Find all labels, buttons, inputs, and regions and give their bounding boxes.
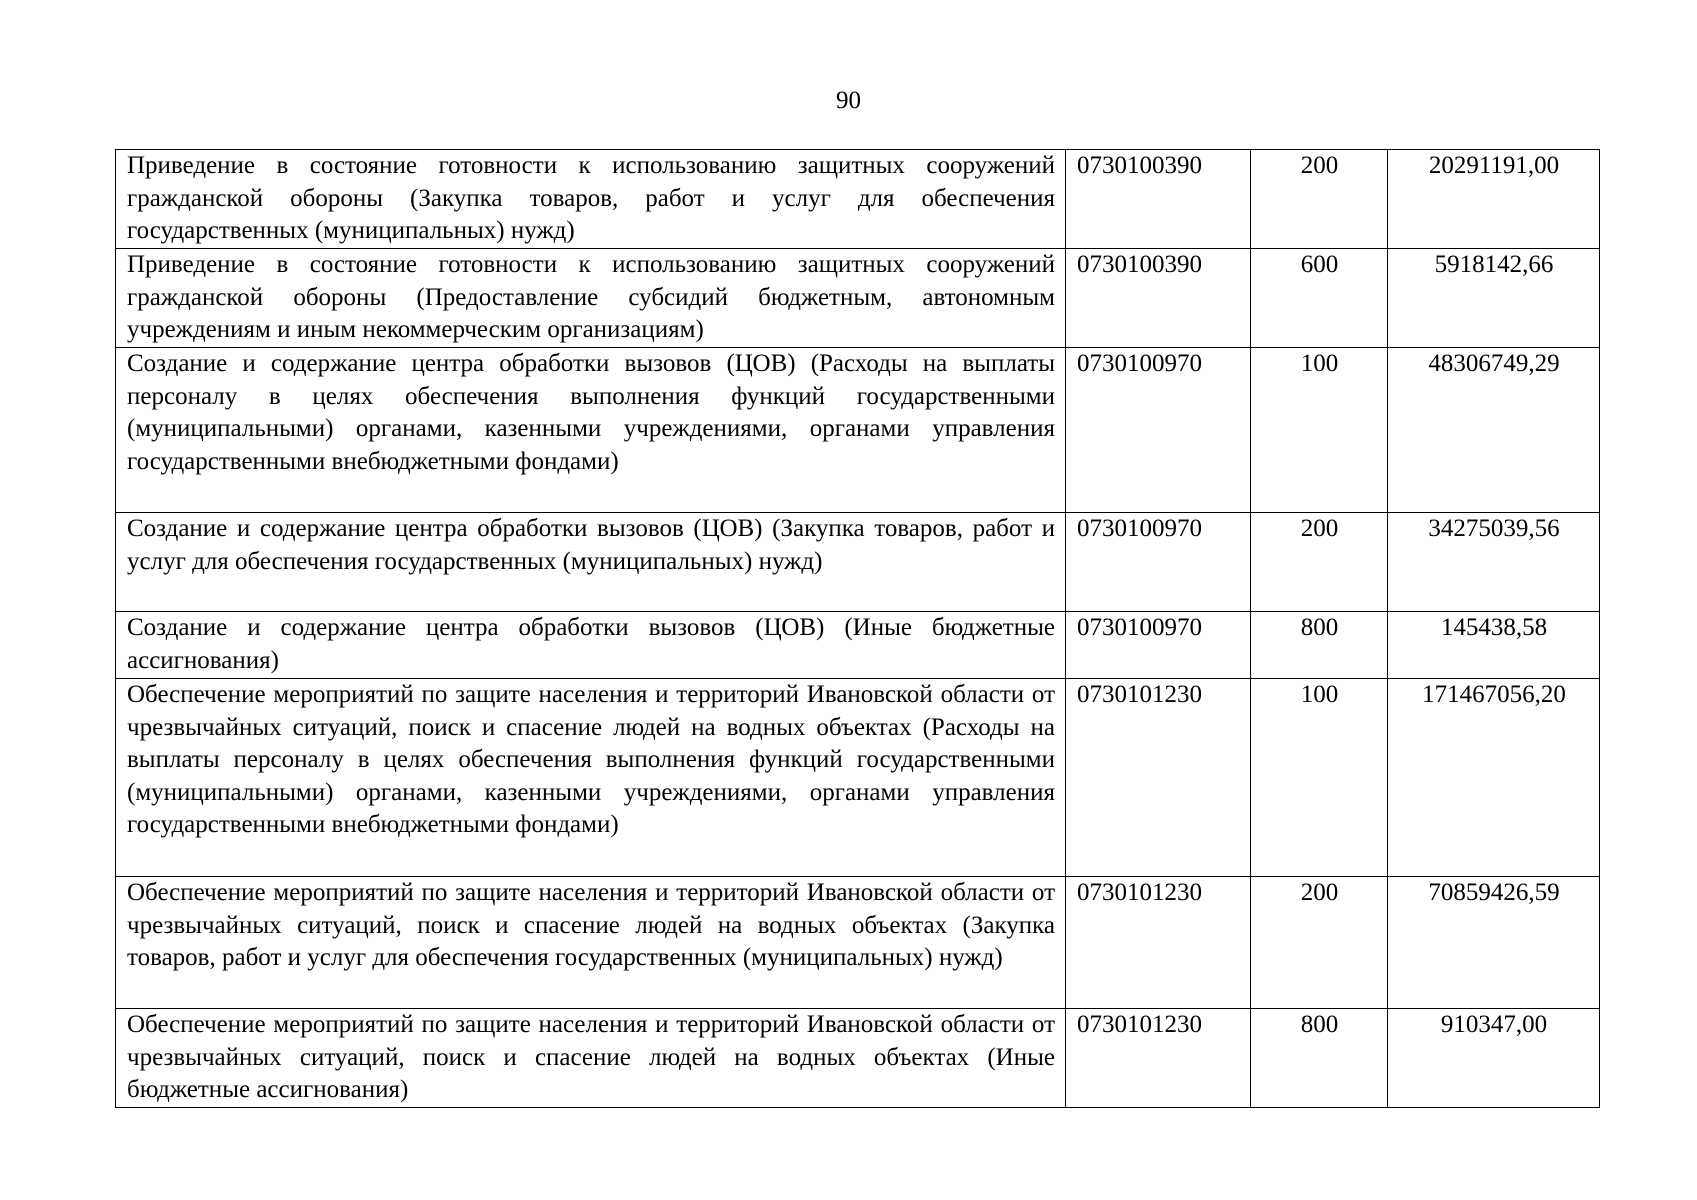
- table-row: [116, 150, 1600, 249]
- row-expense-type: 600: [1251, 249, 1388, 348]
- table-row: [116, 513, 1600, 612]
- table-row: [116, 348, 1600, 513]
- row-amount: 20291191,00: [1388, 150, 1600, 249]
- table-row: [116, 249, 1600, 348]
- row-target-code: 0730101230: [1066, 679, 1251, 877]
- table-row: [116, 1009, 1600, 1108]
- row-amount: 145438,58: [1388, 612, 1600, 679]
- row-expense-type: 100: [1251, 679, 1388, 877]
- row-amount: 48306749,29: [1388, 348, 1600, 513]
- row-target-code: 0730100390: [1066, 150, 1251, 249]
- row-description: Обеспечение мероприятий по защите населения и территорий Ивановской области от чрезвычайных ситуаций, поиск и спасение людей на водных объектах (Иные бюджетные ассигнования): [116, 1009, 1066, 1108]
- row-description: Обеспечение мероприятий по защите населения и территорий Ивановской области от чрезвычайных ситуаций, поиск и спасение людей на водных объектах (Расходы на выплаты персоналу в целях обеспечения выполнения функций государственными (муниципальными) органами, казенными учреждениями, органами управления государственными внебюджетными фондами): [116, 679, 1066, 877]
- row-description: Приведение в состояние готовности к использованию защитных сооружений гражданской обороны (Закупка товаров, работ и услуг для обеспечения государственных (муниципальных) нужд): [116, 150, 1066, 249]
- row-amount: 5918142,66: [1388, 249, 1600, 348]
- table-row: [116, 612, 1600, 679]
- row-target-code: 0730101230: [1066, 1009, 1251, 1108]
- row-expense-type: 200: [1251, 150, 1388, 249]
- row-amount: 70859426,59: [1388, 877, 1600, 1009]
- row-expense-type: 100: [1251, 348, 1388, 513]
- row-expense-type: 200: [1251, 877, 1388, 1009]
- page-number: 90: [836, 87, 861, 114]
- row-target-code: 0730100970: [1066, 612, 1251, 679]
- table-row: [116, 679, 1600, 877]
- table-row: [116, 877, 1600, 1009]
- row-target-code: 0730100390: [1066, 249, 1251, 348]
- row-target-code: 0730100970: [1066, 513, 1251, 612]
- row-description: Создание и содержание центра обработки вызовов (ЦОВ) (Закупка товаров, работ и услуг для обеспечения государственных (муниципальных) нужд): [116, 513, 1066, 612]
- row-target-code: 0730101230: [1066, 877, 1251, 1009]
- row-amount: 171467056,20: [1388, 679, 1600, 877]
- row-target-code: 0730100970: [1066, 348, 1251, 513]
- row-description: Создание и содержание центра обработки вызовов (ЦОВ) (Расходы на выплаты персоналу в целях обеспечения выполнения функций государственными (муниципальными) органами, казенными учреждениями, органами управления государственными внебюджетными фондами): [116, 348, 1066, 513]
- row-description: Приведение в состояние готовности к использованию защитных сооружений гражданской обороны (Предоставление субсидий бюджетным, автономным учреждениям и иным некоммерческим организациям): [116, 249, 1066, 348]
- row-amount: 910347,00: [1388, 1009, 1600, 1108]
- row-expense-type: 200: [1251, 513, 1388, 612]
- budget-table: [115, 149, 1600, 1108]
- row-description: Обеспечение мероприятий по защите населения и территорий Ивановской области от чрезвычайных ситуаций, поиск и спасение людей на водных объектах (Закупка товаров, работ и услуг для обеспечения государственных (муниципальных) нужд): [116, 877, 1066, 1009]
- row-expense-type: 800: [1251, 612, 1388, 679]
- row-expense-type: 800: [1251, 1009, 1388, 1108]
- row-description: Создание и содержание центра обработки вызовов (ЦОВ) (Иные бюджетные ассигнования): [116, 612, 1066, 679]
- row-amount: 34275039,56: [1388, 513, 1600, 612]
